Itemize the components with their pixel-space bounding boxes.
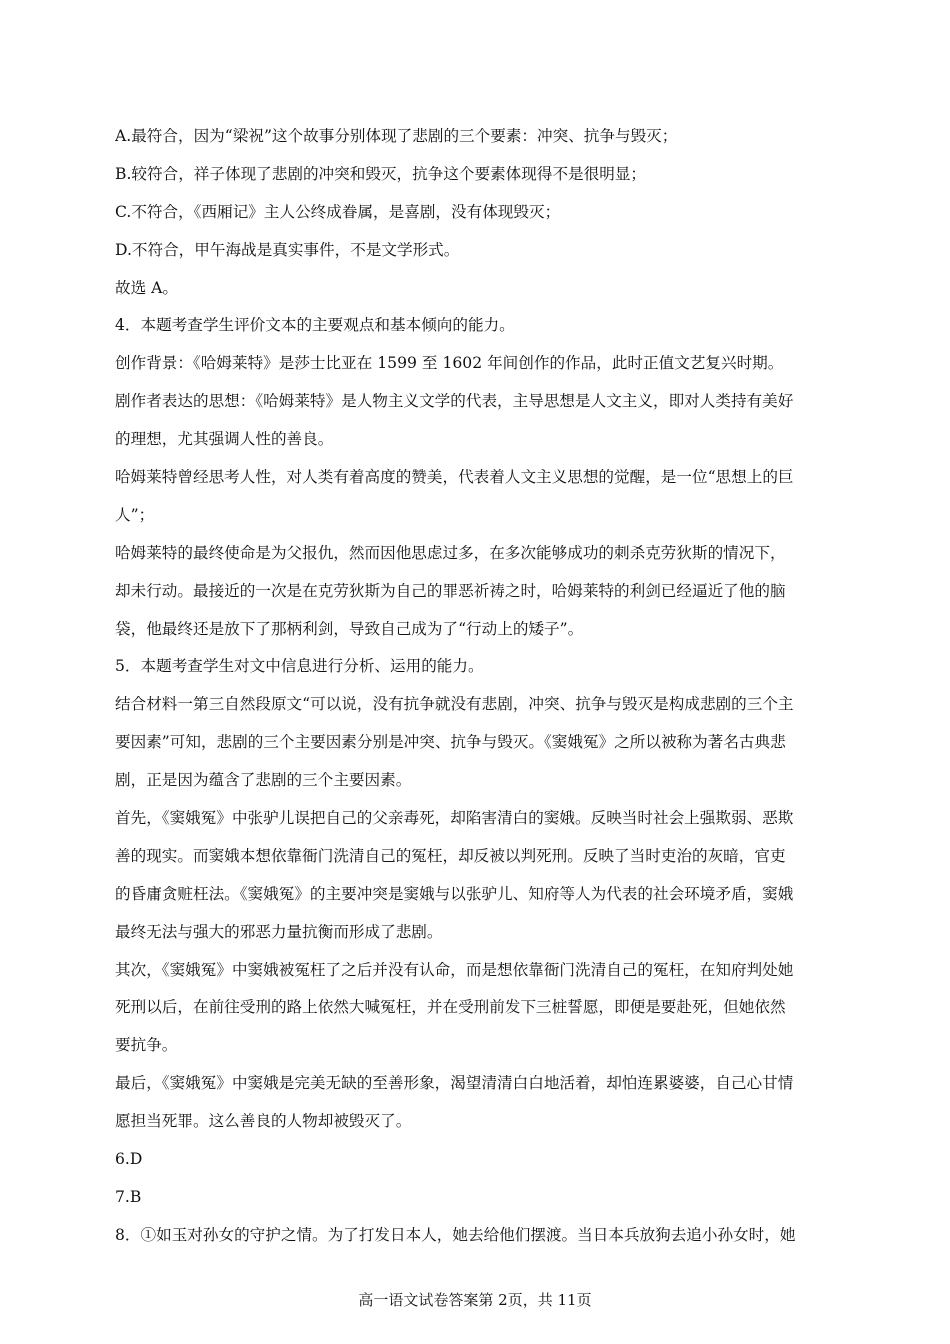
text-line: 要抗争。	[115, 1036, 178, 1055]
text-line: 4．本题考查学生评价文本的主要观点和基本倾向的能力。	[115, 316, 515, 335]
text-line: 首先，《窦娥冤》中张驴儿误把自己的父亲毒死，却陷害清白的窦娥。反映当时社会上强欺弱、恶欺	[115, 809, 794, 828]
text-line: 人”；	[115, 505, 155, 524]
text-line: 愿担当死罪。这么善良的人物却被毁灭了。	[115, 1112, 412, 1131]
text-line: 死刑以后，在前往受刑的路上依然大喊冤枉，并在受刑前发下三桩誓愿，即便是要赴死，但她依然	[115, 998, 786, 1017]
answer-text-body	[115, 118, 839, 1255]
text-line: 袋，他最终还是放下了那柄利剑，导致自己成为了“行动上的矮子”。	[115, 619, 584, 638]
text-line: 剧，正是因为蕴含了悲剧的三个主要因素。	[115, 771, 412, 790]
text-line: 其次，《窦娥冤》中窦娥被冤枉了之后并没有认命，而是想依靠衙门洗清自己的冤枉，在知府判处她	[115, 960, 794, 979]
text-line: 结合材料一第三自然段原文“可以说，没有抗争就没有悲剧，冲突、抗争与毁灭是构成悲剧的三个主	[115, 695, 794, 714]
text-line: 哈姆莱特的最终使命是为父报仇，然而因他思虑过多，在多次能够成功的刺杀克劳狄斯的情况下，	[115, 543, 786, 562]
text-line: D.不符合，甲午海战是真实事件，不是文学形式。	[115, 240, 460, 259]
text-line: 创作背景：《哈姆莱特》是莎士比亚在 1599 至 1602 年间创作的作品，此时正值文艺复兴时期。	[115, 354, 784, 373]
text-line: 7.B	[115, 1187, 142, 1206]
text-line: 最终无法与强大的邪恶力量抗衡而形成了悲剧。	[115, 922, 443, 941]
text-line: 8．①如玉对孙女的守护之情。为了打发日本人，她去给他们摆渡。当日本兵放狗去追小孙女时，她	[115, 1225, 796, 1244]
text-line: 善的现实。而窦娥本想依靠衙门洗清自己的冤枉，却反被以判死刑。反映了当时吏治的灰暗，官吏	[115, 846, 786, 865]
text-line: 却未行动。最接近的一次是在克劳狄斯为自己的罪恶祈祷之时，哈姆莱特的利剑已经逼近了他的脑	[115, 581, 786, 600]
text-line: B.较符合，祥子体现了悲剧的冲突和毁灭，抗争这个要素体现得不是很明显；	[115, 164, 647, 183]
text-line: 6.D	[115, 1150, 143, 1169]
text-line: 的昏庸贪赃枉法。《窦娥冤》的主要冲突是窦娥与以张驴儿、知府等人为代表的社会环境矛盾，窦娥	[115, 884, 794, 903]
text-line: A.最符合，因为“梁祝”这个故事分别体现了悲剧的三个要素：冲突、抗争与毁灭；	[115, 127, 678, 145]
text-line: 的理想，尤其强调人性的善良。	[115, 430, 334, 449]
text-line: 最后，《窦娥冤》中窦娥是完美无缺的至善形象，渴望清清白白地活着，却怕连累婆婆，自己心甘情	[115, 1074, 794, 1093]
text-line: C.不符合，《西厢记》主人公终成眷属，是喜剧，没有体现毁灭；	[115, 202, 561, 221]
text-line: 要因素”可知，悲剧的三个主要因素分别是冲突、抗争与毁灭。《窦娥冤》之所以被称为著名古典悲	[115, 733, 786, 752]
text-line: 剧作者表达的思想：《哈姆莱特》是人物主义文学的代表，主导思想是人文主义，即对人类持有美好	[115, 392, 794, 411]
text-line: 哈姆莱特曾经思考人性，对人类有着高度的赞美，代表着人文主义思想的觉醒，是一位“思想上的巨	[115, 468, 794, 487]
text-line: 故选 A。	[115, 278, 178, 297]
text-line: 5．本题考查学生对文中信息进行分析、运用的能力。	[115, 657, 484, 676]
page-footer: 高一语文试卷答案第 2页，共 11页	[358, 1291, 592, 1309]
